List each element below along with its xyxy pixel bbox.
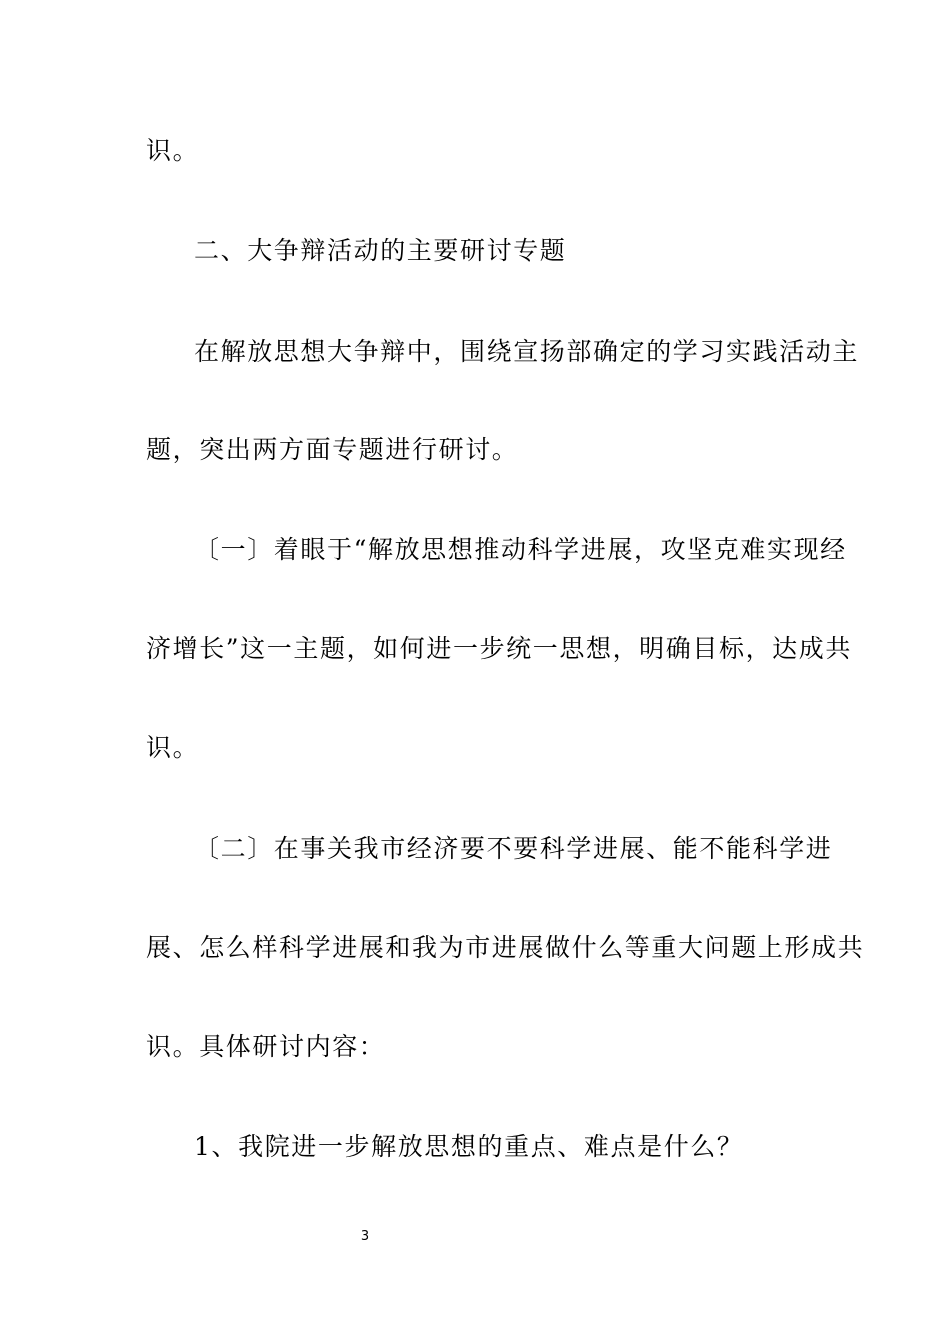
paragraph-line: 在解放思想大争辩中，围绕宣扬部确定的学习实践活动主 <box>194 337 860 366</box>
paragraph-line: 〔一〕着眼于“解放思想推动科学进展，攻坚克难实现经 <box>194 535 847 564</box>
list-item: 1、我院进一步解放思想的重点、难点是什么？ <box>194 1132 744 1161</box>
page-number: 3 <box>360 1229 370 1244</box>
paragraph-line: 识。具体研讨内容： <box>146 1032 386 1061</box>
section-heading: 二、大争辩活动的主要研讨专题 <box>194 236 567 265</box>
text-line-continuation: 识。 <box>146 136 200 165</box>
paragraph-line: 展、怎么样科学进展和我为市进展做什么等重大问题上形成共 <box>146 933 865 962</box>
paragraph-line: 济增长”这一主题，如何进一步统一思想，明确目标，达成共 <box>146 634 852 663</box>
paragraph-line: 〔二〕在事关我市经济要不要科学进展、能不能科学进 <box>194 834 833 863</box>
paragraph-line: 题，突出两方面专题进行研讨。 <box>146 435 519 464</box>
paragraph-line: 识。 <box>146 733 200 762</box>
